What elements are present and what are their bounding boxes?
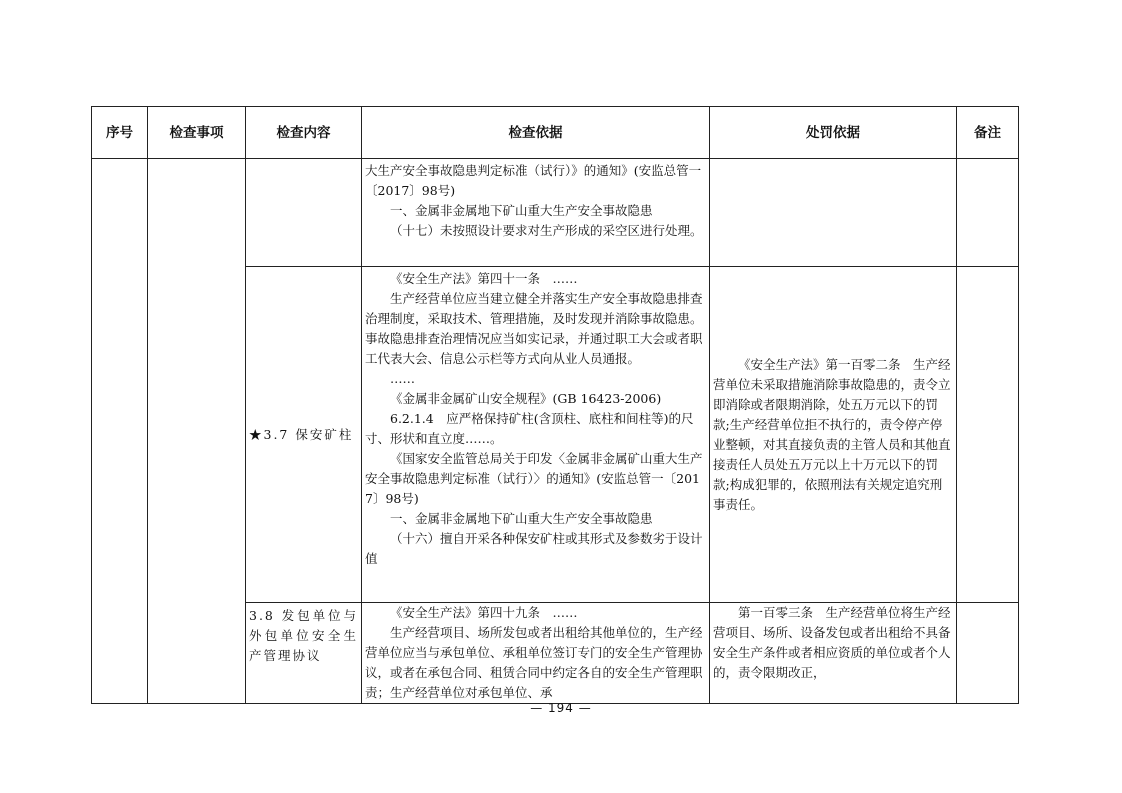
seq-cell [92,159,148,704]
basis-paragraph: 一、金属非金属地下矿山重大生产安全事故隐患 [390,203,653,218]
basis-paragraph: 6.2.1.4 应严格保持矿柱(含顶柱、底柱和间柱等)的尺寸、形状和直立度……。 [365,411,694,446]
item-cell [148,159,246,704]
penalty-cell [710,603,957,704]
content-cell [246,603,362,704]
basis-paragraph: 生产经营单位应当建立健全并落实生产安全事故隐患排查治理制度，采取技术、管理措施，及时发现并消除事故隐患。事故隐患排查治理情况应当如实记录，并通过职工大会或者职工代表大会、信息公示栏等方式向从业人员通报。 [365,291,703,366]
penalty-cell [710,267,957,603]
basis-paragraph: （十六）擅自开采各种保安矿柱或其形式及参数劣于设计值 [365,531,703,566]
basis-paragraph: …… [390,371,415,386]
table-row [92,159,1019,267]
basis-paragraph: 生产经营项目、场所发包或者出租给其他单位的，生产经营单位应当与承包单位、承租单位签订专门的安全生产管理协议，或者在承包合同、租赁合同中约定各自的安全生产管理职责；生产经营单位对承包单位、承 [365,625,703,700]
penalty-cell [710,159,957,267]
basis-paragraph: 大生产安全事故隐患判定标准（试行）》的通知》(安监总管一〔2017〕98号) [365,163,702,198]
page-number: — 194 — [530,701,592,715]
basis-cell [362,267,710,603]
basis-cell [362,603,710,704]
penalty-text: 第一百零三条 生产经营单位将生产经营项目、场所、设备发包或者出租给不具备安全生产条件或者相应资质的单位或者个人的，责令限期改正， [713,605,951,680]
header-basis: 检查依据 [362,107,710,159]
remark-cell [957,267,1019,603]
content-cell [246,267,362,603]
content-text: 3.8 发包单位与外包单位安全生产管理协议 [249,608,358,663]
remark-cell [957,159,1019,267]
basis-paragraph: 一、金属非金属地下矿山重大生产安全事故隐患 [390,511,653,526]
basis-paragraph: 《安全生产法》第四十一条 …… [390,271,578,286]
inspection-table [91,106,1019,704]
header-item: 检查事项 [148,107,246,159]
header-seq: 序号 [92,107,148,159]
basis-paragraph: 《安全生产法》第四十九条 …… [390,605,578,620]
basis-paragraph: 《国家安全监管总局关于印发〈金属非金属矿山重大生产安全事故隐患判定标准（试行）〉的通知》(安监总管一〔2017〕98号) [365,451,703,506]
remark-cell [957,603,1019,704]
basis-paragraph: 《金属非金属矿山安全规程》(GB 16423-2006) [390,391,662,406]
basis-paragraph: （十七）未按照设计要求对生产形成的采空区进行处理。 [390,223,703,238]
content-cell [246,159,362,267]
table-header-row [92,107,1019,159]
header-content: 检查内容 [246,107,362,159]
content-text: ★3.7 保安矿柱 [249,426,354,442]
header-penalty: 处罚依据 [710,107,957,159]
basis-cell [362,159,710,267]
penalty-text: 《安全生产法》第一百零二条 生产经营单位未采取措施消除事故隐患的，责令立即消除或者限期消除，处五万元以下的罚款;生产经营单位拒不执行的，责令停产停业整顿，对其直接负责的主管人员和其他直接责任人员处五万元以上十万元以下的罚款;构成犯罪的，依照刑法有关规定追究刑事责任。 [713,356,951,512]
header-remark: 备注 [957,107,1019,159]
